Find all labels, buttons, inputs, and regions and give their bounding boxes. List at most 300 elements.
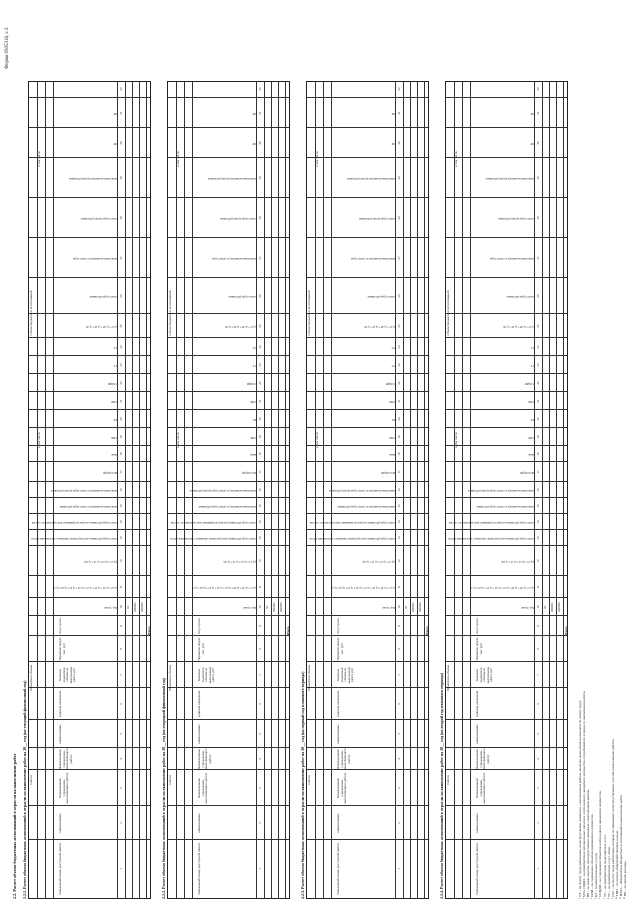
column-number: 15: [396, 504, 401, 508]
budget-table: [28, 81, 151, 899]
column-header-vertical: МЗ и ОЦДИ: [242, 471, 256, 474]
column-header: Наименование учреждения, выполняющего работу: [336, 748, 351, 769]
column-number: 8: [257, 648, 262, 650]
column-header-vertical: оплата труда работников, непосредственно связанных с выполнением работы: [31, 537, 117, 540]
column-number: 5: [396, 733, 401, 735]
column-header-vertical: оплата труда прочих работников: [81, 217, 117, 220]
column-number: 15: [257, 504, 262, 508]
column-header-vertical: начисления на выплаты прочих работников: [69, 177, 117, 180]
row-divider: [146, 82, 147, 898]
row-divider: [139, 82, 140, 898]
column-header: Норматив затрат, тыс. руб: [475, 637, 483, 661]
column-number: 1: [118, 868, 123, 870]
row-divider: [424, 82, 425, 898]
row-divider: [285, 82, 286, 898]
row-divider: [184, 82, 185, 898]
column-number: 11: [257, 585, 262, 589]
row-code: 900000: [279, 602, 283, 612]
form-code: Форма 0505316, с.3: [5, 27, 10, 69]
column-header-vertical: начисления на выплаты прочих работников: [208, 177, 256, 180]
column-number: 32: [396, 87, 401, 91]
column-number: 7: [535, 674, 540, 676]
column-number: 27: [257, 256, 262, 260]
budget-table: [306, 81, 429, 899]
column-number: 28: [535, 216, 540, 220]
column-number: 9: [118, 625, 123, 627]
column-number: 19: [535, 435, 540, 439]
column-number: 1: [257, 868, 262, 870]
column-number: 14: [535, 520, 540, 524]
column-number: 13: [257, 536, 262, 540]
column-header-vertical: гр 12 + гр 19 + гр 20 + гр 21 + гр 22 + гр 23 + гр 24 + гр 25: [191, 586, 256, 589]
column-header-vertical: СНИ: [250, 436, 256, 439]
column-header-vertical: оплата труда работников, непосредственно связанных с выполнением работы: [448, 537, 534, 540]
column-number: 6: [396, 703, 401, 705]
column-header-vertical: МЗ и ОЦДИ: [103, 471, 117, 474]
column-header-vertical: ПР: [391, 112, 395, 115]
column-number: 24: [118, 345, 123, 349]
row-code: 01: [126, 605, 130, 609]
column-number: 30: [396, 141, 401, 145]
column-header-vertical: гр 12 + гр 19 + гр 20 + гр 21 + гр 22 + гр 23 + гр 24 + гр 25: [330, 586, 395, 589]
group-header: в том числе: [176, 432, 180, 448]
column-header-vertical: СНИ: [111, 400, 117, 403]
column-number: 2: [396, 822, 401, 824]
column-number: 32: [118, 87, 123, 91]
column-header-vertical: начисления на выплаты по оплате труда работников: [337, 505, 395, 508]
main-heading: 2.2. Расчет объема бюджетных ассигнований в отрасли на выполнение работ: [12, 753, 17, 899]
row-code: 01: [265, 605, 269, 609]
column-header-vertical: Код строки: [382, 606, 395, 609]
column-header: Норматив затрат, тыс. руб: [336, 637, 344, 661]
column-header-vertical: (гр 13 + гр 14 + гр 15 + гр 16): [501, 560, 534, 563]
column-number: 15: [535, 504, 540, 508]
column-number: 20: [396, 417, 401, 421]
column-header-vertical: иные: [528, 453, 534, 456]
column-header-vertical: СНИ: [250, 400, 256, 403]
column-number: 10: [396, 605, 401, 609]
column-number: 5: [535, 733, 540, 735]
column-number: 21: [535, 399, 540, 403]
total-label: Итого: [425, 626, 429, 635]
group-header: Работа: [168, 775, 172, 785]
column-header-vertical: КУ: [530, 418, 534, 421]
column-header-vertical: гр 27 + гр 28 + гр 29 + гр 30: [225, 325, 256, 328]
row-divider: [549, 82, 550, 898]
column-number: 2: [535, 822, 540, 824]
footnote: ⁹ ОТ2 – на оплату труда работников, которые не принимают непосредственного участия в выполнении работы.: [610, 738, 615, 899]
row-divider: [323, 82, 324, 898]
column-header-vertical: ПР: [113, 112, 117, 115]
column-number: 4: [396, 758, 401, 760]
column-number: 14: [257, 520, 262, 524]
column-header-vertical: МЗ и ОЦДИ: [520, 471, 534, 474]
column-header-vertical: КУ: [252, 418, 256, 421]
section-body: [445, 81, 568, 899]
column-header-vertical: Код строки: [243, 606, 256, 609]
footnote: ⁶ СОЦДИ – на содержание объектов особо ценного движимого имущества.: [598, 790, 603, 899]
column-header-vertical: ПР: [391, 142, 395, 145]
column-number: 8: [118, 648, 123, 650]
column-header-vertical: (гр 13 + гр 14 + гр 15 + гр 16): [223, 560, 256, 563]
column-header: Наименование учреждения, выполняющего работу: [336, 772, 348, 804]
column-header-vertical: начисления на выплаты по оплате труда: [72, 257, 117, 260]
column-number: 6: [257, 703, 262, 705]
footnote: ⁵ КУ – на коммунальные услуги.: [594, 852, 599, 899]
column-header: Значение показателя объема на выполнение работ, руб: [58, 666, 77, 684]
column-header-vertical: УС: [391, 346, 395, 349]
column-header: Значение показателя объема на выполнение работ, руб: [197, 666, 216, 684]
column-header: Код строки: [475, 618, 479, 634]
column-header-vertical: начисления на выплаты по оплате труда работников: [198, 505, 256, 508]
footnote: ¹² ПР – на прочие расходы.: [623, 860, 628, 899]
column-header-vertical: начисления на выплаты по оплате труда работников: [59, 505, 117, 508]
column-header: единица измерения: [475, 690, 479, 718]
column-number: 16: [118, 488, 123, 492]
total-label: Итого: [564, 626, 568, 635]
column-header-vertical: начисления на выплаты по оплате труда работников: [476, 505, 534, 508]
column-header-vertical: ТУ: [530, 364, 534, 367]
column-header: единица измерения: [197, 690, 201, 718]
column-number: 12: [396, 559, 401, 563]
column-number: 18: [396, 452, 401, 456]
column-number: 24: [257, 345, 262, 349]
column-header-vertical: гр 12 + гр 19 + гр 20 + гр 21 + гр 22 + гр 23 + гр 24 + гр 25: [52, 586, 117, 589]
column-number: 13: [535, 536, 540, 540]
column-header-vertical: оплата труда работников: [506, 295, 534, 298]
section-body: [306, 81, 429, 899]
column-header: Код строки: [197, 618, 201, 634]
row-divider: [125, 82, 126, 898]
row-code: 01: [543, 605, 547, 609]
group-header: в том числе: [37, 432, 41, 448]
column-header-vertical: СОЦДИ: [107, 382, 117, 385]
column-header: Уникальный номер реестровой записи: [475, 842, 479, 896]
column-number: 31: [396, 111, 401, 115]
column-header: Норматив затрат, тыс. руб: [58, 637, 66, 661]
row-divider: [563, 82, 564, 898]
column-header-vertical: ПР: [530, 112, 534, 115]
row-divider: [542, 82, 543, 898]
column-header-vertical: начисления на выплаты по оплате труда прочих работников: [468, 489, 534, 492]
column-number: 25: [535, 324, 540, 328]
column-number: 12: [257, 559, 262, 563]
column-header-vertical: УС: [113, 346, 117, 349]
column-header: Наименование учреждения, выполняющего работу: [58, 772, 70, 804]
column-header: Наименование учреждения, выполняющего работу: [197, 772, 209, 804]
total-label: Итого: [286, 626, 290, 635]
group-header: Показатель объема: [29, 665, 33, 691]
row-divider: [410, 82, 411, 898]
column-number: 23: [257, 363, 262, 367]
section-body: [167, 81, 290, 899]
column-header-vertical: СОЦДИ: [524, 382, 534, 385]
column-header: Уникальный номер реестровой записи: [58, 842, 62, 896]
column-header-vertical: СОЦДИ: [385, 382, 395, 385]
column-number: 31: [257, 111, 262, 115]
column-header-vertical: ТУ: [391, 364, 395, 367]
column-number: 4: [535, 758, 540, 760]
column-number: 19: [118, 435, 123, 439]
column-header-vertical: СОЦДИ: [246, 382, 256, 385]
column-header: Значение показателя объема на выполнение работ, руб: [475, 666, 494, 684]
column-header-vertical: ПР: [252, 112, 256, 115]
row-divider: [45, 82, 46, 898]
column-number: 29: [118, 176, 123, 180]
column-header-vertical: оплата труда работников, которые не принимают непосредственного участия: [448, 521, 534, 524]
group-header: в том числе: [176, 151, 180, 167]
column-number: 29: [396, 176, 401, 180]
column-number: 18: [257, 452, 262, 456]
row-divider: [417, 82, 418, 898]
column-number: 7: [396, 674, 401, 676]
column-header: Код строки: [336, 618, 340, 634]
column-number: 6: [118, 703, 123, 705]
column-number: 28: [257, 216, 262, 220]
column-number: 22: [118, 381, 123, 385]
group-header: в том числе: [454, 151, 458, 167]
section-title: 2.2.2. Расчет объема бюджетных ассигнований в отрасли на выполнение работ на 20__ год (на очередной финансовый год): [161, 678, 166, 899]
budget-table: [167, 81, 290, 899]
column-header-vertical: начисления на выплаты по оплате труда прочих работников: [190, 489, 256, 492]
column-header-vertical: (гр 13 + гр 14 + гр 15 + гр 16): [84, 560, 117, 563]
column-header-vertical: оплата труда работников, которые не принимают непосредственного участия: [170, 521, 256, 524]
column-number: 9: [257, 625, 262, 627]
column-number: 21: [257, 399, 262, 403]
column-header-vertical: оплата труда работников, которые не принимают непосредственного участия: [309, 521, 395, 524]
row-code: 01: [404, 605, 408, 609]
row-code: 900000: [557, 602, 561, 612]
column-header-vertical: гр 12 + гр 19 + гр 20 + гр 21 + гр 22 + гр 23 + гр 24 + гр 25: [469, 586, 534, 589]
column-header-vertical: оплата труда работников, непосредственно связанных с выполнением работы: [170, 537, 256, 540]
column-number: 26: [257, 294, 262, 298]
column-number: 20: [535, 417, 540, 421]
column-number: 23: [535, 363, 540, 367]
column-header-vertical: начисления на выплаты прочих работников: [486, 177, 534, 180]
column-number: 31: [118, 111, 123, 115]
column-header-vertical: СНИ: [528, 436, 534, 439]
column-header-vertical: СНИ: [389, 436, 395, 439]
column-header-vertical: начисления на выплаты прочих работников: [347, 177, 395, 180]
column-header: наименование: [197, 724, 201, 744]
column-header-vertical: начисления на выплаты по оплате труда: [211, 257, 256, 260]
row-divider: [132, 82, 133, 898]
column-header-vertical: (гр 13 + гр 14 + гр 15 + гр 16): [362, 560, 395, 563]
footnote: ¹¹ Итого – общий объем бюджетных ассигнований на выполнение работ.: [618, 794, 623, 899]
group-header: в том числе: [37, 151, 41, 167]
column-number: 28: [118, 216, 123, 220]
column-header-vertical: оплата труда работников: [89, 295, 117, 298]
row-divider: [264, 82, 265, 898]
column-number: 2: [257, 822, 262, 824]
column-number: 29: [535, 176, 540, 180]
column-header: наименование: [58, 724, 62, 744]
footnote: ⁷ ТУ – на приобретение транспортных услуг.: [602, 834, 607, 899]
column-number: 9: [396, 625, 401, 627]
column-number: 25: [118, 324, 123, 328]
column-header: Наименование учреждения, выполняющего работу: [58, 748, 73, 769]
column-header-vertical: МЗ и ОЦДИ: [381, 471, 395, 474]
row-divider: [278, 82, 279, 898]
column-header: Наименование учреждения, выполняющего работу: [197, 748, 212, 769]
column-header-vertical: УС: [252, 346, 256, 349]
column-number: 23: [396, 363, 401, 367]
column-number: 9: [535, 625, 540, 627]
column-number: 25: [396, 324, 401, 328]
column-number: 10: [257, 605, 262, 609]
column-number: 28: [396, 216, 401, 220]
column-number: 29: [257, 176, 262, 180]
row-code: 000001: [411, 602, 415, 612]
column-number: 1: [396, 868, 401, 870]
column-header: наименование: [336, 813, 340, 833]
column-number: 23: [118, 363, 123, 367]
column-number: 5: [118, 733, 123, 735]
column-number: 15: [118, 504, 123, 508]
column-header-vertical: начисления на выплаты по оплате труда: [489, 257, 534, 260]
column-header-vertical: ТУ: [252, 364, 256, 367]
column-number: 21: [118, 399, 123, 403]
column-number: 5: [257, 733, 262, 735]
column-number: 26: [396, 294, 401, 298]
column-number: 22: [535, 381, 540, 385]
column-number: 32: [257, 87, 262, 91]
column-number: 12: [118, 559, 123, 563]
column-number: 3: [396, 787, 401, 789]
column-number: 30: [257, 141, 262, 145]
group-header: Работа: [446, 775, 450, 785]
column-header: Норматив затрат, тыс. руб: [197, 637, 205, 661]
column-header: единица измерения: [58, 690, 62, 718]
column-number: 21: [396, 399, 401, 403]
column-header-vertical: ПР: [252, 142, 256, 145]
column-number: 17: [396, 470, 401, 474]
column-number: 12: [535, 559, 540, 563]
column-number: 20: [118, 417, 123, 421]
footnote: ¹ ОТ – на оплату труда работников, непосредственно связанных с выполнением работы, включая начисления на выплаты по оплате труда.: [578, 699, 582, 899]
section-title: 2.2.3. Расчет объема бюджетных ассигнований в отрасли на выполнение работ на 20__ год (на первый год планового периода): [300, 671, 305, 899]
footnotes: [578, 69, 627, 899]
column-header-vertical: КУ: [113, 418, 117, 421]
group-header: Объем бюджетных ассигнований: [446, 290, 450, 336]
column-number: 3: [118, 787, 123, 789]
column-header: единица измерения: [336, 690, 340, 718]
total-label: Итого: [147, 626, 151, 635]
column-number: 14: [118, 520, 123, 524]
column-number: 26: [535, 294, 540, 298]
group-header: Работа: [29, 775, 33, 785]
column-number: 18: [118, 452, 123, 456]
column-number: 16: [396, 488, 401, 492]
column-header-vertical: КУ: [391, 418, 395, 421]
column-number: 3: [535, 787, 540, 789]
column-number: 27: [535, 256, 540, 260]
column-header-vertical: СНИ: [111, 436, 117, 439]
column-number: 22: [396, 381, 401, 385]
group-header: в том числе: [315, 151, 319, 167]
column-number: 11: [535, 585, 540, 589]
column-number: 11: [396, 585, 401, 589]
group-header: Объем бюджетных ассигнований: [168, 290, 172, 336]
column-number: 30: [118, 141, 123, 145]
group-header: Показатель объема: [307, 665, 311, 691]
column-header-vertical: УС: [530, 346, 534, 349]
column-number: 11: [118, 585, 123, 589]
section-body: [28, 81, 151, 899]
column-number: 16: [257, 488, 262, 492]
column-header-vertical: СНИ: [528, 400, 534, 403]
group-header: Работа: [307, 775, 311, 785]
column-header-vertical: начисления на выплаты по оплате труда: [350, 257, 395, 260]
column-header-vertical: оплата труда работников, непосредственно связанных с выполнением работы: [309, 537, 395, 540]
column-number: 24: [396, 345, 401, 349]
column-number: 2: [118, 822, 123, 824]
column-header: Код строки: [58, 618, 62, 634]
column-header-vertical: Код строки: [104, 606, 117, 609]
row-divider: [403, 82, 404, 898]
column-number: 26: [118, 294, 123, 298]
row-divider: [462, 82, 463, 898]
column-header-vertical: ТУ: [113, 364, 117, 367]
column-number: 8: [396, 648, 401, 650]
group-header: Показатель объема: [168, 665, 172, 691]
column-header-vertical: оплата труда работников: [228, 295, 256, 298]
column-number: 7: [257, 674, 262, 676]
column-number: 4: [257, 758, 262, 760]
column-header-vertical: начисления на выплаты по оплате труда прочих работников: [329, 489, 395, 492]
column-number: 14: [396, 520, 401, 524]
column-number: 22: [257, 381, 262, 385]
column-number: 27: [396, 256, 401, 260]
footnote: ³ ПР – на иные затраты, непосредственно связанные с выполнением работы.: [586, 788, 591, 899]
column-header-vertical: иные: [389, 453, 395, 456]
column-number: 8: [535, 648, 540, 650]
column-header: Наименование учреждения, выполняющего работу: [475, 772, 487, 804]
footnote: ¹⁰ ПНЗ – на прочие общехозяйственные нужды.: [614, 830, 619, 899]
column-header-vertical: гр 27 + гр 28 + гр 29 + гр 30: [86, 325, 117, 328]
row-code: 900000: [418, 602, 422, 612]
column-header-vertical: оплата труда прочих работников: [498, 217, 534, 220]
column-header: Значение показателя объема на выполнение работ, руб: [336, 666, 355, 684]
footnote: ² МЗ и ОЦДИ – на приобретение материальных запасов и особо ценного движимого имущества, потребляемого в процессе выполнения работы.: [582, 690, 587, 899]
column-number: 13: [396, 536, 401, 540]
column-header: наименование: [475, 724, 479, 744]
row-divider: [556, 82, 557, 898]
column-number: 6: [535, 703, 540, 705]
column-number: 16: [535, 488, 540, 492]
column-header-vertical: гр 27 + гр 28 + гр 29 + гр 30: [364, 325, 395, 328]
column-header: Наименование учреждения, выполняющего работу: [475, 748, 490, 769]
column-header: наименование: [58, 813, 62, 833]
column-number: 10: [535, 605, 540, 609]
column-number: 20: [257, 417, 262, 421]
column-header-vertical: иные: [111, 453, 117, 456]
row-code: 000001: [550, 602, 554, 612]
budget-table: [445, 81, 568, 899]
column-header-vertical: оплата труда работников: [367, 295, 395, 298]
column-header-vertical: гр 27 + гр 28 + гр 29 + гр 30: [503, 325, 534, 328]
column-number: 19: [396, 435, 401, 439]
section-title: 2.2.1. Расчет объема бюджетных ассигнований в отрасли на выполнение работ на 20__ год (на текущий финансовый год): [22, 680, 27, 899]
column-header-vertical: оплата труда прочих работников: [220, 217, 256, 220]
column-header-vertical: ПР: [530, 142, 534, 145]
column-header-vertical: начисления на выплаты по оплате труда прочих работников: [51, 489, 117, 492]
column-number: 27: [118, 256, 123, 260]
footnote: ⁴ СНИ – на содержание объектов недвижимого имущества.: [590, 813, 595, 899]
group-header: Показатель объема: [446, 665, 450, 691]
group-header: в том числе: [454, 432, 458, 448]
column-header-vertical: Код строки: [521, 606, 534, 609]
